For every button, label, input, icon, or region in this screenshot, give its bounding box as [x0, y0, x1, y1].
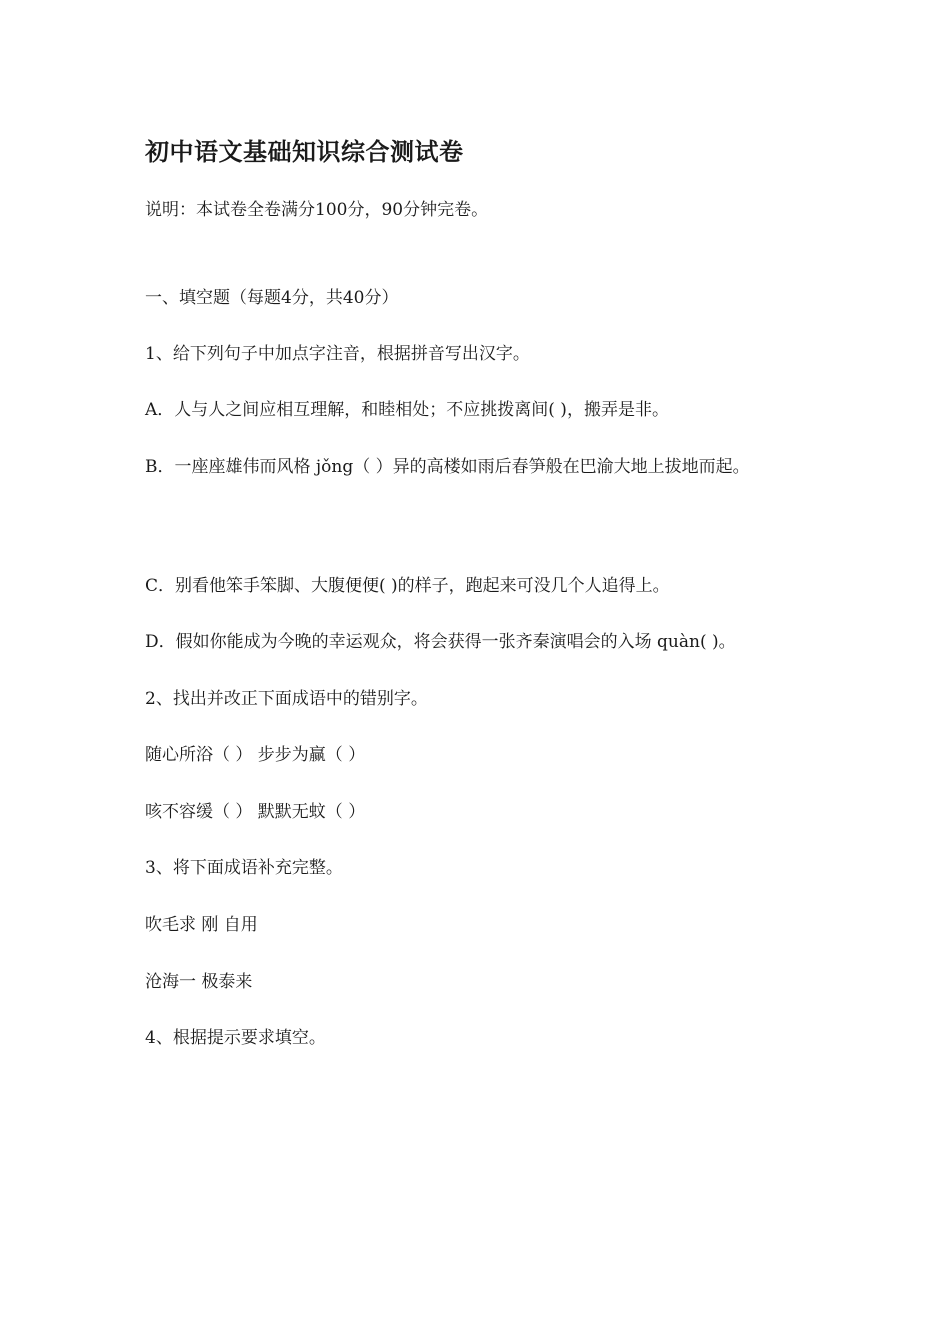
question-1-option-d: D．假如你能成为今晚的幸运观众，将会获得一张齐秦演唱会的入场 quàn( )。 [145, 632, 736, 652]
question-2-prompt: 2、找出并改正下面成语中的错别字。 [145, 689, 428, 709]
question-1-option-b: B．一座座雄伟而风格 jǒng（ ）异的高楼如雨后春笋般在巴渝大地上拔地而起。 [145, 457, 750, 477]
page-title: 初中语文基础知识综合测试卷 [145, 137, 464, 166]
question-1-prompt: 1、给下列句子中加点字注音，根据拼音写出汉字。 [145, 344, 530, 364]
question-3-row: 沧海一 极泰来 [145, 972, 253, 992]
question-3-row: 吹毛求 刚 自用 [145, 915, 258, 935]
question-3-prompt: 3、将下面成语补充完整。 [145, 858, 343, 878]
question-1-option-c: C．别看他笨手笨脚、大腹便便( )的样子，跑起来可没几个人追得上。 [145, 576, 670, 596]
exam-note: 说明：本试卷全卷满分100分，90分钟完卷。 [145, 200, 489, 220]
question-4-prompt: 4、根据提示要求填空。 [145, 1028, 326, 1048]
section-heading: 一、填空题（每题4分，共40分） [145, 288, 399, 308]
question-1-option-a: A．人与人之间应相互理解，和睦相处；不应挑拨离间( )，搬弄是非。 [145, 400, 669, 420]
question-2-row: 随心所浴（ ） 步步为赢（ ） [145, 745, 366, 765]
question-2-row: 咳不容缓（ ） 默默无蚊（ ） [145, 802, 366, 822]
